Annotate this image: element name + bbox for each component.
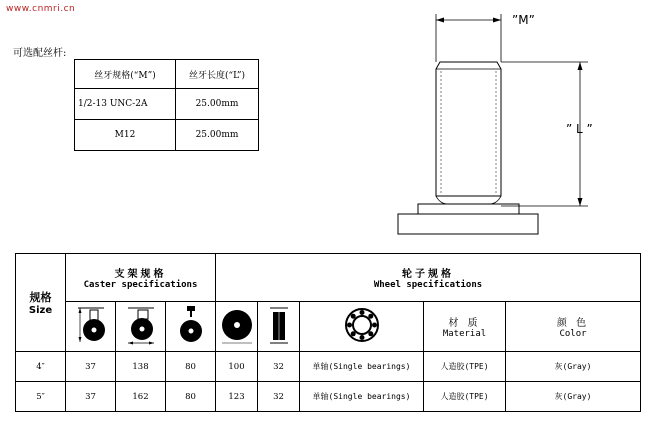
cell-size: 5″ <box>16 382 66 412</box>
material-header-en: Material <box>442 329 487 339</box>
wheel-header <box>216 254 641 302</box>
thread-cell-spec: M12 <box>75 120 176 151</box>
watermark: www.cnmri.cn <box>6 4 76 14</box>
cell-caster-offset: 162 <box>116 382 166 412</box>
cell-caster-swivel: 80 <box>166 352 216 382</box>
size-header-en: Size <box>28 305 53 316</box>
cell-material: 人造胶(TPE) <box>424 382 506 412</box>
cell-wheel-diameter: 123 <box>216 382 258 412</box>
m-arrow-left <box>436 18 444 23</box>
cell-wheel-width: 32 <box>258 352 300 382</box>
thread-cell-spec: 1/2-13 UNC-2A <box>75 89 176 120</box>
thread-cell-length: 25.00mm <box>176 89 259 120</box>
cell-color: 灰(Gray) <box>506 382 641 412</box>
color-header-en: Color <box>559 329 587 339</box>
wheel-header-cn: 轮子规格 <box>402 269 454 280</box>
caster-header <box>66 254 216 302</box>
caster-height-icon <box>66 302 116 352</box>
mount-base <box>398 214 538 234</box>
cell-bearing: 单轴(Single bearings) <box>300 352 424 382</box>
color-header-cn: 颜 色 <box>556 318 590 329</box>
l-label: ” L ” <box>566 122 593 136</box>
cell-caster-offset: 138 <box>116 352 166 382</box>
table-row <box>75 89 259 120</box>
size-header-cn: 规格 <box>29 291 52 304</box>
table-row <box>75 120 259 151</box>
cell-caster-swivel: 80 <box>166 382 216 412</box>
spec-header-row <box>16 254 641 302</box>
caster-header-cn: 支架规格 <box>114 269 167 280</box>
m-label: ”M” <box>512 13 535 27</box>
caster-header-en: Caster specifications <box>83 280 198 290</box>
cell-size: 4″ <box>16 352 66 382</box>
thread-header-length: 丝牙长度(“L”) <box>176 60 259 89</box>
table-row <box>16 352 641 382</box>
options-title: 可选配丝杆: <box>13 48 67 59</box>
table-row <box>16 382 641 412</box>
thread-table <box>74 59 259 151</box>
wheel-header-en: Wheel specifications <box>373 280 483 290</box>
cell-wheel-width: 32 <box>258 382 300 412</box>
bearing-icon <box>300 302 424 352</box>
l-arrow-bottom <box>578 198 583 206</box>
cell-caster-height: 37 <box>66 382 116 412</box>
stem-outline <box>436 62 501 196</box>
caster-offset-icon <box>116 302 166 352</box>
m-arrow-right <box>493 18 501 23</box>
material-header <box>424 302 506 352</box>
cell-material: 人造胶(TPE) <box>424 352 506 382</box>
cell-color: 灰(Gray) <box>506 352 641 382</box>
spec-table <box>15 253 641 412</box>
cell-bearing: 单轴(Single bearings) <box>300 382 424 412</box>
color-header <box>506 302 641 352</box>
caster-swivel-icon <box>166 302 216 352</box>
thread-cell-length: 25.00mm <box>176 120 259 151</box>
material-header-cn: 材 质 <box>448 318 481 329</box>
cell-caster-height: 37 <box>66 352 116 382</box>
thread-table-header <box>75 60 259 89</box>
wheel-diameter-icon <box>216 302 258 352</box>
stem-drawing <box>380 0 650 245</box>
spec-icon-row <box>16 302 641 352</box>
wheel-width-icon <box>258 302 300 352</box>
cell-wheel-diameter: 100 <box>216 352 258 382</box>
stem-fillet <box>436 196 501 204</box>
l-arrow-top <box>578 62 583 70</box>
thread-header-spec: 丝牙规格(“M”) <box>75 60 176 89</box>
size-header <box>16 254 66 352</box>
mount-plate <box>418 204 519 214</box>
